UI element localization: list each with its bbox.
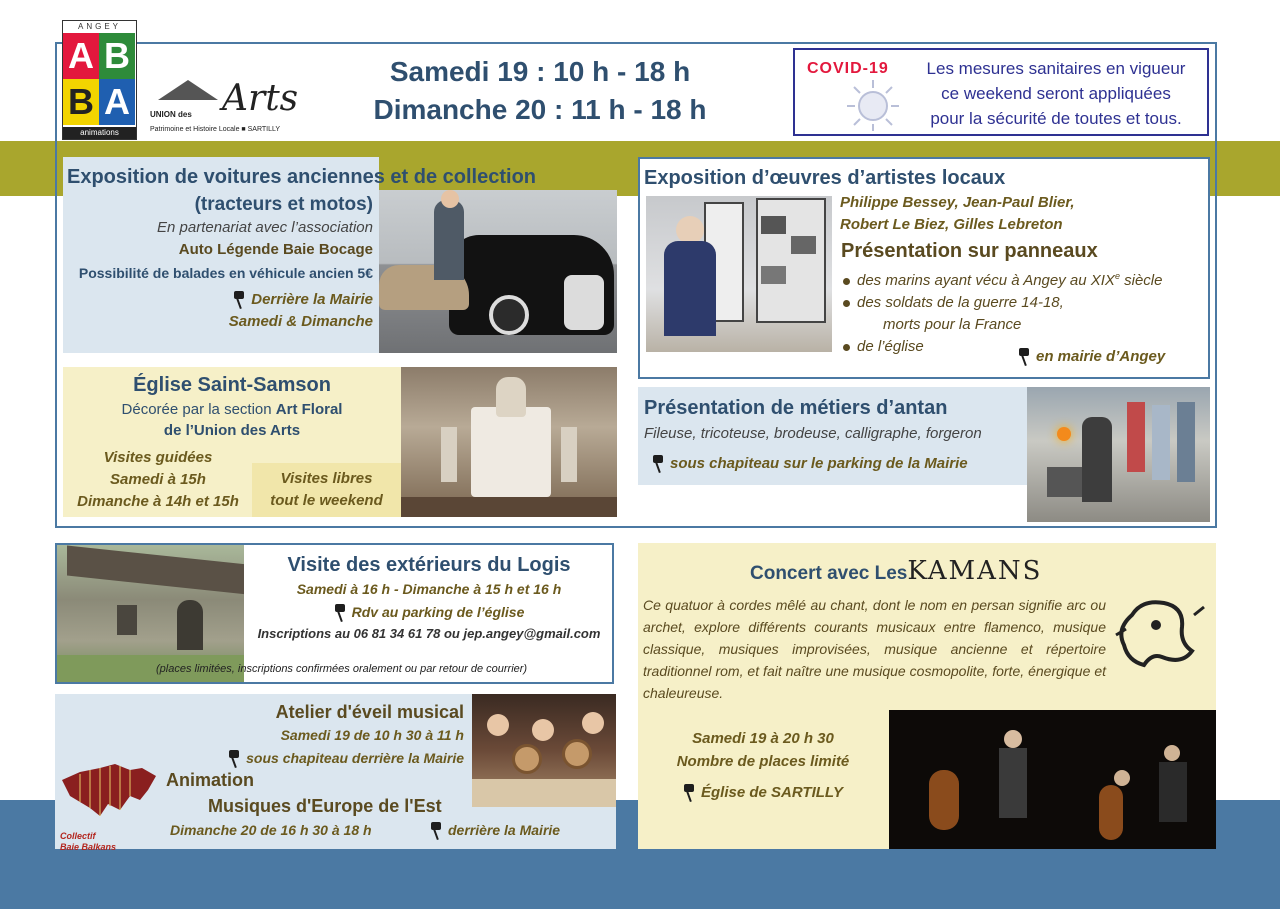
covid-notice [793, 48, 1209, 136]
pin-icon [430, 822, 442, 840]
union-logo-small: UNION des [150, 110, 192, 119]
eglise-deco-art: Art Floral [275, 401, 343, 418]
artistes-bullet-2b: morts pour la France [883, 316, 1022, 333]
metiers-list: Fileuse, tricoteuse, brodeuse, calligraphe, forgeron [644, 425, 982, 442]
concert-places: Nombre de places limité [676, 753, 850, 770]
date-line-1: Samedi 19 : 10 h - 18 h [389, 56, 691, 87]
collectif-label-1: Collectif [60, 831, 96, 841]
balkans-map-icon [60, 760, 160, 820]
animation-where: derrière la Mairie [430, 818, 560, 842]
voitures-partner-1: En partenariat avec l’association [157, 219, 373, 236]
eglise-guided-1: Visites guidées [103, 449, 213, 466]
pin-icon [683, 784, 695, 802]
covid-line-2: ce weekend seront appliquées [941, 84, 1171, 103]
covid-line-1: Les mesures sanitaires en vigueur [926, 59, 1186, 78]
logis-times: Samedi à 16 h - Dimanche à 15 h et 16 h [296, 581, 562, 597]
kamans-logo-icon [1112, 595, 1208, 679]
voitures-location: Derrière la Mairie [251, 291, 373, 308]
voitures-details [63, 193, 373, 333]
collectif-label-2: Baie Balkans [60, 842, 117, 852]
voitures-partner-2: Auto Légende Baie Bocage [178, 241, 373, 258]
concert-info [638, 727, 888, 804]
eglise-guided-3: Dimanche à 14h et 15h [77, 493, 239, 510]
voitures-title: Exposition de voitures anciennes et de collection [67, 166, 537, 188]
abba-letter-b2: B [63, 79, 99, 125]
atelier-location: sous chapiteau derrière la Mairie [246, 750, 464, 766]
artistes-bullet-3: de l’église [843, 336, 1162, 358]
concert-title-a: Concert avec Les [750, 563, 908, 584]
eglise-title: Église Saint-Samson [133, 374, 331, 396]
voitures-balades: Possibilité de balades en véhicule ancien 5€ [78, 265, 373, 281]
voitures-photo [379, 190, 617, 353]
atelier-photo [472, 694, 616, 807]
eglise-text [63, 372, 401, 441]
voitures-subtitle: (tracteurs et motos) [194, 194, 373, 215]
union-logo-sub: Patrimoine et Histoire Locale ■ SARTILLY [150, 126, 281, 133]
covid-text [911, 56, 1201, 131]
voitures-text [63, 165, 563, 189]
artistes-title: Exposition d’œuvres d’artistes locaux [644, 167, 1006, 189]
atelier-title: Atelier d'éveil musical [275, 702, 464, 722]
artistes-names [840, 192, 1075, 236]
eglise-guided-2: Samedi à 15h [110, 471, 206, 488]
logis-title: Visite des extérieurs du Logis [287, 554, 571, 576]
abba-letter-a2: A [99, 79, 135, 125]
abba-logo-bottom: animations [63, 127, 136, 139]
pin-icon [233, 291, 245, 309]
eglise-deco-1: Décorée par la section [121, 401, 272, 418]
bullet-icon [843, 278, 850, 285]
logis-text [244, 552, 614, 644]
artistes-list [843, 265, 1162, 358]
logis-inscriptions: Inscriptions au 06 81 34 61 78 ou jep.angey@gmail.com [257, 626, 601, 641]
eglise-free-1: Visites libres [280, 470, 373, 487]
artistes-names-2: Robert Le Biez, Gilles Lebreton [840, 216, 1063, 233]
pin-icon [334, 604, 346, 622]
date-line-2: Dimanche 20 : 11 h - 18 h [373, 94, 707, 125]
metiers-location: sous chapiteau sur le parking de la Mairie [652, 453, 968, 475]
bullet-icon [843, 300, 850, 307]
abba-letter-b: B [99, 33, 135, 79]
artistes-photo [646, 196, 832, 352]
artistes-subtitle: Présentation sur panneaux [841, 240, 1098, 262]
roof-icon [158, 80, 218, 100]
pin-icon [1018, 348, 1030, 366]
covid-title: COVID-19 [807, 60, 889, 77]
concert-when: Samedi 19 à 20 h 30 [692, 730, 834, 747]
eglise-photo [401, 367, 617, 517]
artistes-bullet-2: des soldats de la guerre 14-18, [843, 292, 1162, 314]
concert-description: Ce quatuor à cordes mêlé au chant, dont le nom en persan signifie arc ou archet, explore différents courants musicaux entre flamenco, musique classique, musiques improvisées, musique ancienne et répertoire traditionnel rom, et fait naître une musique cosmopolite, forte, énergique et chaleureuse. [643, 597, 1106, 701]
animation-when: Dimanche 20 de 16 h 30 à 18 h [170, 822, 372, 838]
atelier-text [160, 700, 464, 770]
musiques-label: Musiques d'Europe de l'Est [208, 796, 442, 816]
abba-letter-a: A [63, 33, 99, 79]
concert-title-kamans: KAMANS [907, 556, 1043, 586]
animation-label: Animation [166, 770, 254, 790]
pin-icon [228, 750, 240, 768]
abba-logo-top: ANGEY [77, 22, 121, 31]
metiers-title: Présentation de métiers d’antan [644, 397, 948, 419]
artistes-names-1: Philippe Bessey, Jean-Paul Blier, [840, 194, 1075, 211]
abba-logo [62, 20, 137, 140]
bullet-icon [843, 344, 850, 351]
event-dates [340, 53, 740, 129]
covid-line-3: pour la sécurité de toutes et tous. [930, 109, 1182, 128]
pin-icon [652, 455, 664, 473]
collectif-logo [60, 760, 160, 852]
union-des-arts-logo [150, 78, 310, 138]
union-logo-arts: Arts [222, 78, 299, 119]
logis-note: (places limitées, inscriptions confirmées oralement ou par retour de courrier) [156, 663, 528, 675]
concert-photo [889, 710, 1216, 849]
virus-icon [841, 76, 901, 132]
eglise-deco-2: de l’Union des Arts [163, 422, 301, 439]
atelier-times: Samedi 19 de 10 h 30 à 11 h [280, 727, 464, 743]
artistes-location: en mairie d’Angey [1018, 346, 1165, 368]
metiers-photo [1027, 387, 1210, 522]
eglise-free [252, 468, 401, 512]
voitures-days: Samedi & Dimanche [228, 313, 373, 330]
concert-title [750, 556, 1042, 586]
concert-where: Église de SARTILLY [701, 784, 843, 801]
logis-rdv: Rdv au parking de l’église [351, 604, 525, 620]
artistes-bullet-1: des marins ayant vécu à Angey au XIXe siècle [843, 265, 1162, 292]
eglise-guided [63, 447, 253, 513]
eglise-free-2: tout le weekend [270, 492, 383, 509]
